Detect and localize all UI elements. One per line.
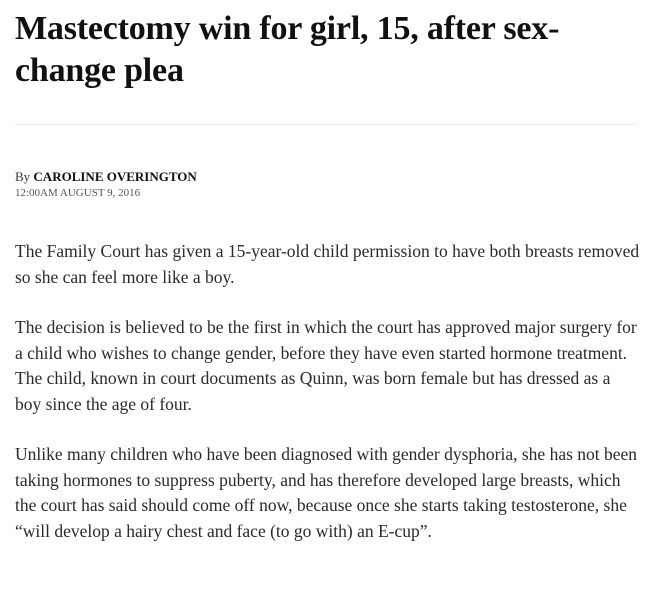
body-paragraph: The Family Court has given a 15-year-old child permission to have both breasts removed so she can feel more like a boy.	[15, 241, 640, 287]
body-paragraph: The decision is believed to be the first in which the court has approved major surgery for a child who wishes to change gender, before they have even started hormone treatment. The child, known in court documents as Quinn, was born female but has dressed as a boy since the age of four.	[15, 317, 637, 414]
byline	[15, 169, 640, 185]
publish-timestamp: 12:00AM AUGUST 9, 2016	[15, 187, 141, 199]
article-headline: Mastectomy win for girl, 15, after sex-change plea	[15, 10, 560, 89]
article-body	[15, 239, 640, 544]
author-link[interactable]: CAROLINE OVERINGTON	[33, 169, 197, 184]
byline-prefix: By	[15, 169, 34, 184]
body-paragraph: Unlike many children who have been diagnosed with gender dysphoria, she has not been taking hormones to suppress puberty, and has therefore developed large breasts, which the court has said should come off now, because once she starts taking testosterone, she “will develop a hairy chest and face (to go with) an E-cup”.	[15, 444, 638, 541]
headline-divider	[15, 124, 635, 125]
article	[15, 0, 640, 569]
